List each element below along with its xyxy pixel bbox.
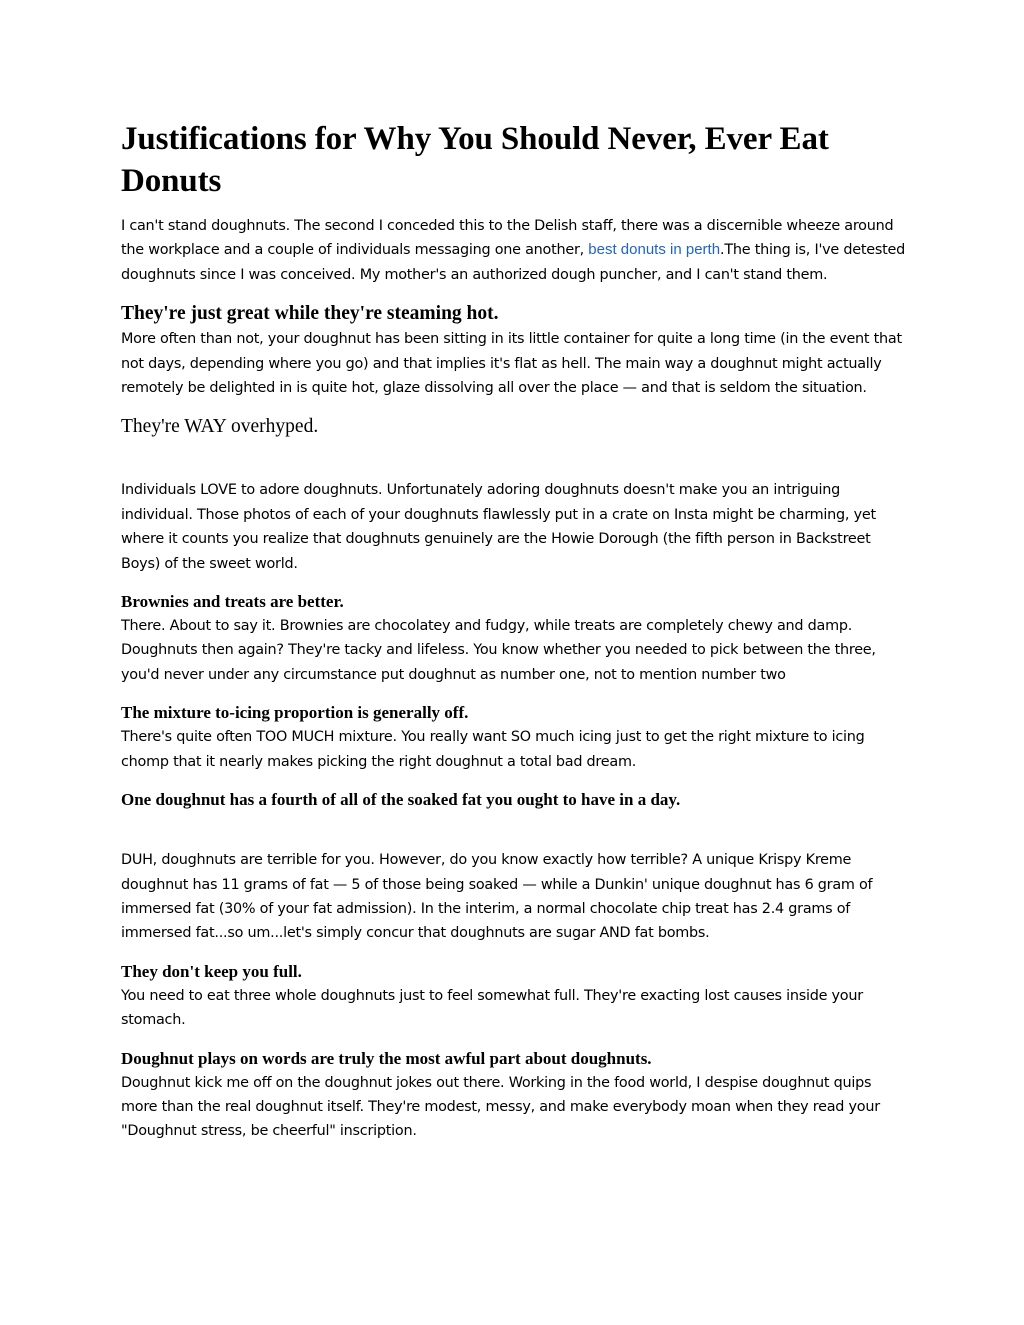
section-body-puns: Doughnut kick me off on the doughnut jokes out there. Working in the food world, I despise doughnut quips more than the real doughnut itself. They're modest, messy, and make everybody moan when they read your "Doughnut stress, be cheerful" inscription. — [121, 1074, 880, 1140]
best-donuts-link[interactable]: best donuts in perth — [588, 241, 721, 259]
intro-paragraph — [121, 214, 906, 287]
section-heading-icing-proportion: The mixture to-icing proportion is generally off. — [121, 703, 469, 723]
section-heading-overhyped: They're WAY overhyped. — [121, 416, 319, 438]
section-body-brownies: There. About to say it. Brownies are chocolatey and fudgy, while treats are completely chewy and damp. Doughnuts then again? They're tacky and lifeless. You know whether you needed to pick between the three, you'd never under any circumstance put doughnut as number one, not to mention number two — [121, 618, 876, 683]
section-spacer — [121, 440, 906, 478]
section-body-not-full: You need to eat three whole doughnuts just to feel somewhat full. They're exacting lost causes inside your stomach. — [121, 987, 863, 1029]
page-title: Justifications for Why You Should Never, Ever Eat Donuts — [121, 121, 829, 199]
section-spacer — [121, 812, 906, 848]
section-body-soaked-fat: DUH, doughnuts are terrible for you. However, do you know exactly how terrible? A unique Krispy Kreme doughnut has 11 grams of fat — 5 of those being soaked — while a Dunkin' unique doughnut has 6 gram of immersed fat (30% of your fat admission). In the interim, a normal chocolate chip treat has 2.4 grams of immersed fat...so um...let's simply concur that doughnuts are sugar AND fat bombs. — [121, 852, 873, 942]
section-heading-steaming-hot: They're just great while they're steaming hot. — [121, 303, 499, 325]
section-heading-brownies: Brownies and treats are better. — [121, 592, 344, 612]
section-heading-soaked-fat: One doughnut has a fourth of all of the soaked fat you ought to have in a day. — [121, 790, 681, 810]
section-body-overhyped: Individuals LOVE to adore doughnuts. Unfortunately adoring doughnuts doesn't make you an intriguing individual. Those photos of each of your doughnuts flawlessly put in a crate on Insta might be charming, yet where it counts you realize that doughnuts genuinely are the Howie Dorough (the fifth person in Backstreet Boys) of the sweet world. — [121, 482, 876, 572]
section-heading-not-full: They don't keep you full. — [121, 961, 302, 981]
section-body-icing-proportion: There's quite often TOO MUCH mixture. You really want SO much icing just to get the right mixture to icing chomp that it nearly makes picking the right doughnut a total bad dream. — [121, 729, 865, 770]
section-body-steaming-hot: More often than not, your doughnut has been sitting in its little container for quite a long time (in the event that not days, depending where you go) and that implies it's flat as hell. The main way a doughnut might actually remotely be delighted in is quite hot, glaze dissolving all over the place — and that is seldom the situation. — [121, 331, 902, 397]
section-heading-puns: Doughnut plays on words are truly the most awful part about doughnuts. — [121, 1048, 652, 1068]
intro-text-after-link: .The thing is, I've detested doughnuts since I was conceived. My mother's an authorized dough puncher, and I can't stand them. — [121, 242, 905, 283]
document-page — [121, 118, 906, 1144]
intro-text-before-link: I can't stand doughnuts. The second I conceded this to the Delish staff, there was a discernible wheeze around the workplace and a couple of individuals messaging one another, — [121, 218, 894, 259]
